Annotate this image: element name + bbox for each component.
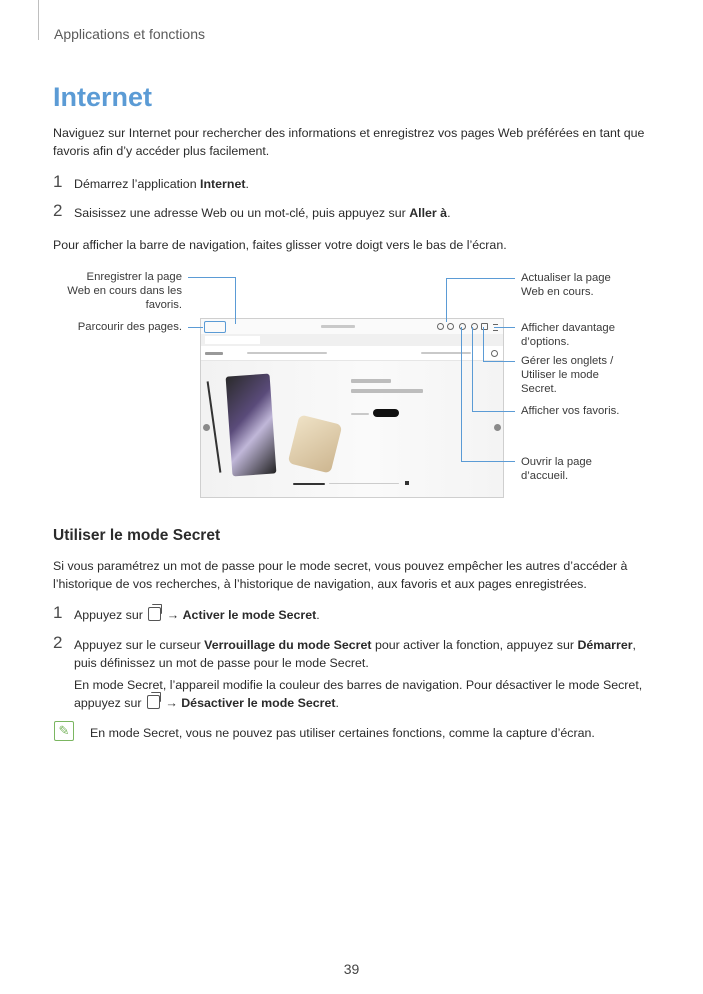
leader-line <box>494 327 515 328</box>
leader-line <box>483 327 484 361</box>
search-icon <box>491 350 498 357</box>
page-title: Internet <box>53 82 153 112</box>
pencil-note-icon: ✎ <box>54 721 74 741</box>
leader-line <box>461 327 462 461</box>
step-bold: Activer le mode Secret <box>182 608 317 622</box>
secret-step-1 <box>53 603 653 624</box>
step-text: Démarrez l’application <box>74 177 201 191</box>
bookmark-star-icon <box>437 323 444 330</box>
leader-line <box>483 361 515 362</box>
step-text: Appuyez sur <box>74 608 147 622</box>
arrow-text: → <box>163 608 183 622</box>
callout-browse-pages: Parcourir des pages. <box>77 321 182 333</box>
foldable-phone-image <box>226 374 277 477</box>
carousel-next-icon <box>494 424 501 431</box>
site-menu <box>247 352 327 354</box>
leader-line <box>472 327 473 411</box>
headline-placeholder <box>351 379 391 383</box>
carousel-indicator <box>293 483 325 485</box>
callout-refresh: Actualiser la page Web en cours. <box>521 272 611 298</box>
carousel-pause-icon <box>405 481 409 485</box>
callout-tabs-secret: Gérer les onglets / Utiliser le mode Secret. <box>521 355 614 395</box>
step-end: , <box>632 638 636 652</box>
page-number: 39 <box>343 961 360 977</box>
step-number: 1 <box>53 172 63 191</box>
site-links <box>421 352 471 354</box>
leader-line <box>235 277 236 324</box>
headline-placeholder <box>351 389 423 393</box>
section-label: Applications et fonctions <box>54 26 205 42</box>
section-heading: Utiliser le mode Secret <box>53 527 221 544</box>
step-1 <box>53 172 653 193</box>
leader-line <box>461 461 515 462</box>
intro-paragraph: Naviguez sur Internet pour rechercher des informations et enregistrez vos pages Web préférées en tant que favoris afin d’y accéder plus facilement. <box>53 126 645 158</box>
browser-tab <box>205 336 260 344</box>
secret-intro: Si vous paramétrez un mot de passe pour le mode secret, vous pouvez empêcher les autres d’accéder à l’historique de vos recherches, à l’historique de navigation, aux favoris et aux pages enregistrées. <box>53 559 628 591</box>
leader-line <box>188 327 203 328</box>
step-bold: Internet <box>200 177 246 191</box>
step-text: Saisissez une adresse Web ou un mot-clé, puis appuyez sur <box>74 206 410 220</box>
step-number: 2 <box>53 201 63 220</box>
flip-phone-image <box>288 414 343 473</box>
tabs-icon <box>147 695 160 709</box>
callout-bookmark-page: Enregistrer la page Web en cours dans les favoris. <box>67 271 182 311</box>
tabs-icon <box>148 607 161 621</box>
step-end: . <box>335 696 339 710</box>
refresh-icon <box>447 323 454 330</box>
step-end: . <box>447 206 451 220</box>
step-text: Appuyez sur le curseur <box>74 638 205 652</box>
leader-line <box>446 278 515 279</box>
back-forward-icon <box>204 321 226 333</box>
leader-line <box>472 411 515 412</box>
step-text: En mode Secret, l’appareil modifie la couleur des barres de navigation. Pour désactiver le mode Secret, <box>74 678 643 692</box>
step-bold: Verrouillage du mode Secret <box>204 638 372 652</box>
link-placeholder <box>351 413 369 415</box>
site-logo <box>205 352 223 355</box>
callout-more-options: Afficher davantage d’options. <box>521 322 615 348</box>
browser-tab-strip <box>201 334 503 346</box>
browser-screenshot <box>200 318 504 498</box>
leader-line <box>446 278 447 322</box>
step-text: puis définissez un mot de passe pour le mode Secret. <box>74 656 369 670</box>
callout-home: Ouvrir la page d’accueil. <box>521 456 592 482</box>
step-text: pour activer la fonction, appuyez sur <box>371 638 578 652</box>
secret-step-2-continued <box>53 676 653 712</box>
step-bold: Désactiver le mode Secret <box>181 696 336 710</box>
step-bold: Démarrer <box>577 638 633 652</box>
step-2 <box>53 201 653 222</box>
hero-banner <box>201 361 503 497</box>
step-end: . <box>316 608 320 622</box>
cta-button-placeholder <box>373 409 399 417</box>
note-text: En mode Secret, vous ne pouvez pas utiliser certaines fonctions, comme la capture d’écran. <box>90 726 595 740</box>
step-number: 1 <box>53 603 63 622</box>
callout-favorites: Afficher vos favoris. <box>521 405 620 417</box>
site-menu-bar <box>201 346 503 361</box>
section-rule <box>38 0 39 40</box>
navigation-tip: Pour afficher la barre de navigation, faites glisser votre doigt vers le bas de l’écran. <box>53 238 507 252</box>
secret-step-2 <box>53 633 653 672</box>
browser-address-bar <box>201 319 503 335</box>
carousel-track <box>329 483 399 484</box>
step-bold: Aller à <box>409 206 448 220</box>
step-number: 2 <box>53 633 63 652</box>
url-text-placeholder <box>321 325 355 328</box>
arrow-text: → <box>161 696 182 710</box>
step-end: . <box>245 177 249 191</box>
carousel-prev-icon <box>203 424 210 431</box>
step-text: appuyez sur <box>74 696 145 710</box>
leader-line <box>188 277 235 278</box>
